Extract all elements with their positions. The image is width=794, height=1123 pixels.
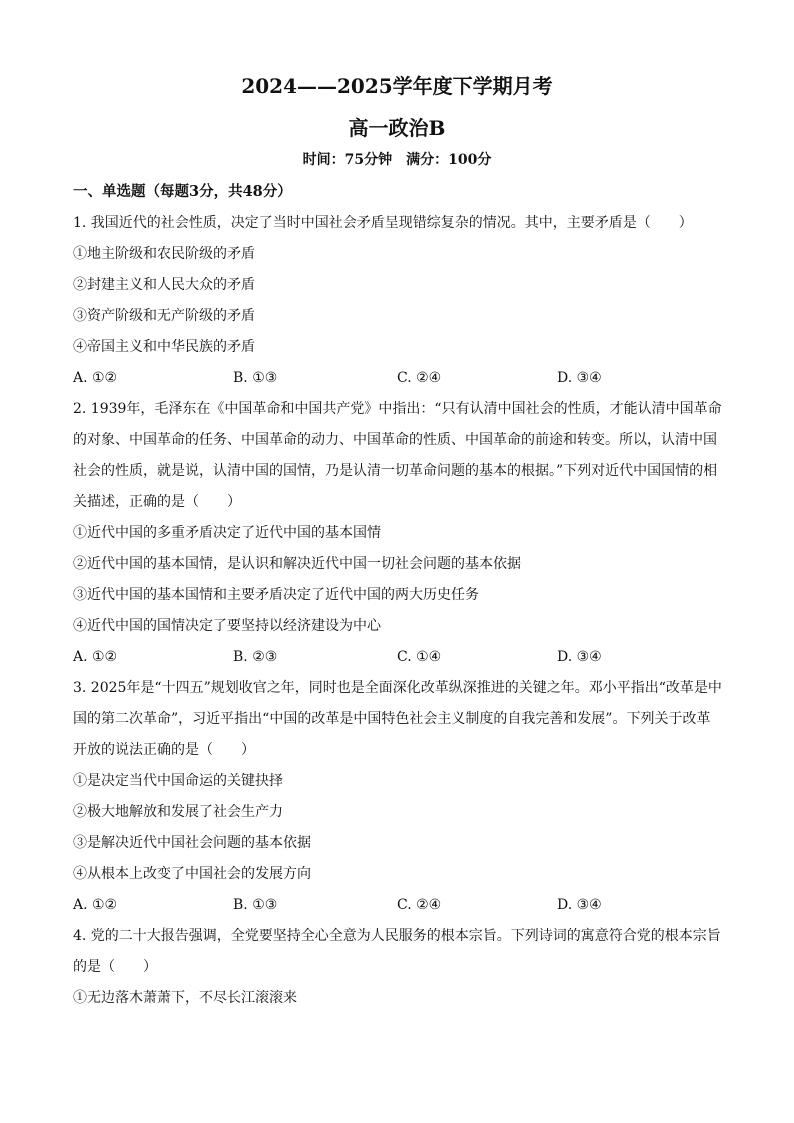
exam-title: 2024——2025学年度下学期月考 — [241, 74, 553, 98]
choice-b: B. ②③ — [233, 649, 278, 665]
question-stem: 2. 1939年，毛泽东在《中国革命和中国共产党》中指出：“只有认清中国社会的性质，才能认清中国革命的对象、中国革命的任务、中国革命的动力、中国革命的性质、中国革命的前途和转变。所以，认清中国社会的性质，就是说，认清中国的国情，乃是认清一切革命问题的基本的根据。”下列对近代中国国情的相关描述，正确的是（ ） — [73, 401, 722, 510]
choice-b: B. ①③ — [233, 897, 278, 913]
statement-option: ②封建主义和人民大众的矛盾 — [73, 277, 255, 293]
exam-meta: 时间：75分钟 满分：100分 — [302, 152, 492, 168]
choice-c: C. ①④ — [397, 649, 442, 665]
choice-c: C. ②④ — [397, 897, 442, 913]
choice-a: A. ①② — [73, 649, 118, 665]
answer-choices — [73, 363, 723, 394]
exam-subtitle: 高一政治B — [348, 116, 446, 140]
question-stem: 1. 我国近代的社会性质，决定了当时中国社会矛盾呈现错综复杂的情况。其中，主要矛盾是（ ） — [73, 215, 693, 231]
statement-option: ③近代中国的基本国情和主要矛盾决定了近代中国的两大历史任务 — [73, 587, 479, 603]
choice-d: D. ③④ — [557, 897, 602, 913]
answer-choices — [73, 642, 723, 673]
statement-option: ①近代中国的多重矛盾决定了近代中国的基本国情 — [73, 525, 381, 541]
statement-option: ①是决定当代中国命运的关键抉择 — [73, 773, 283, 789]
statement-option: ④帝国主义和中华民族的矛盾 — [73, 339, 255, 355]
choice-b: B. ①③ — [233, 370, 278, 386]
statement-option: ③资产阶级和无产阶级的矛盾 — [73, 308, 255, 324]
choice-c: C. ②④ — [397, 370, 442, 386]
answer-choices — [73, 890, 723, 921]
question-1 — [73, 208, 723, 394]
question-2 — [73, 394, 723, 673]
statement-option: ④从根本上改变了中国社会的发展方向 — [73, 866, 311, 882]
statement-option: ②极大地解放和发展了社会生产力 — [73, 804, 283, 820]
choice-a: A. ①② — [73, 897, 118, 913]
statement-option: ②近代中国的基本国情，是认识和解决近代中国一切社会问题的基本依据 — [73, 556, 521, 572]
question-stem: 3. 2025年是“十四五”规划收官之年，同时也是全面深化改革纵深推进的关键之年。邓小平指出“改革是中国的第二次革命”，习近平指出“中国的改革是中国特色社会主义制度的自我完善和发展”。下列关于改革开放的说法正确的是（ ） — [73, 680, 722, 758]
choice-d: D. ③④ — [557, 649, 602, 665]
statement-option: ③是解决近代中国社会问题的基本依据 — [73, 835, 311, 851]
question-list — [73, 208, 723, 1014]
statement-option: ①无边落木萧萧下，不尽长江滚滚来 — [73, 990, 297, 1006]
question-4 — [73, 921, 723, 1014]
statement-option: ①地主阶级和农民阶级的矛盾 — [73, 246, 255, 262]
question-3 — [73, 673, 723, 921]
statement-option: ④近代中国的国情决定了要坚持以经济建设为中心 — [73, 618, 381, 634]
section-heading: 一、单选题（每题3分，共48分） — [73, 183, 292, 200]
question-stem: 4. 党的二十大报告强调，全党要坚持全心全意为人民服务的根本宗旨。下列诗词的寓意符合党的根本宗旨的是（ ） — [73, 928, 721, 975]
choice-a: A. ①② — [73, 370, 118, 386]
choice-d: D. ③④ — [557, 370, 602, 386]
